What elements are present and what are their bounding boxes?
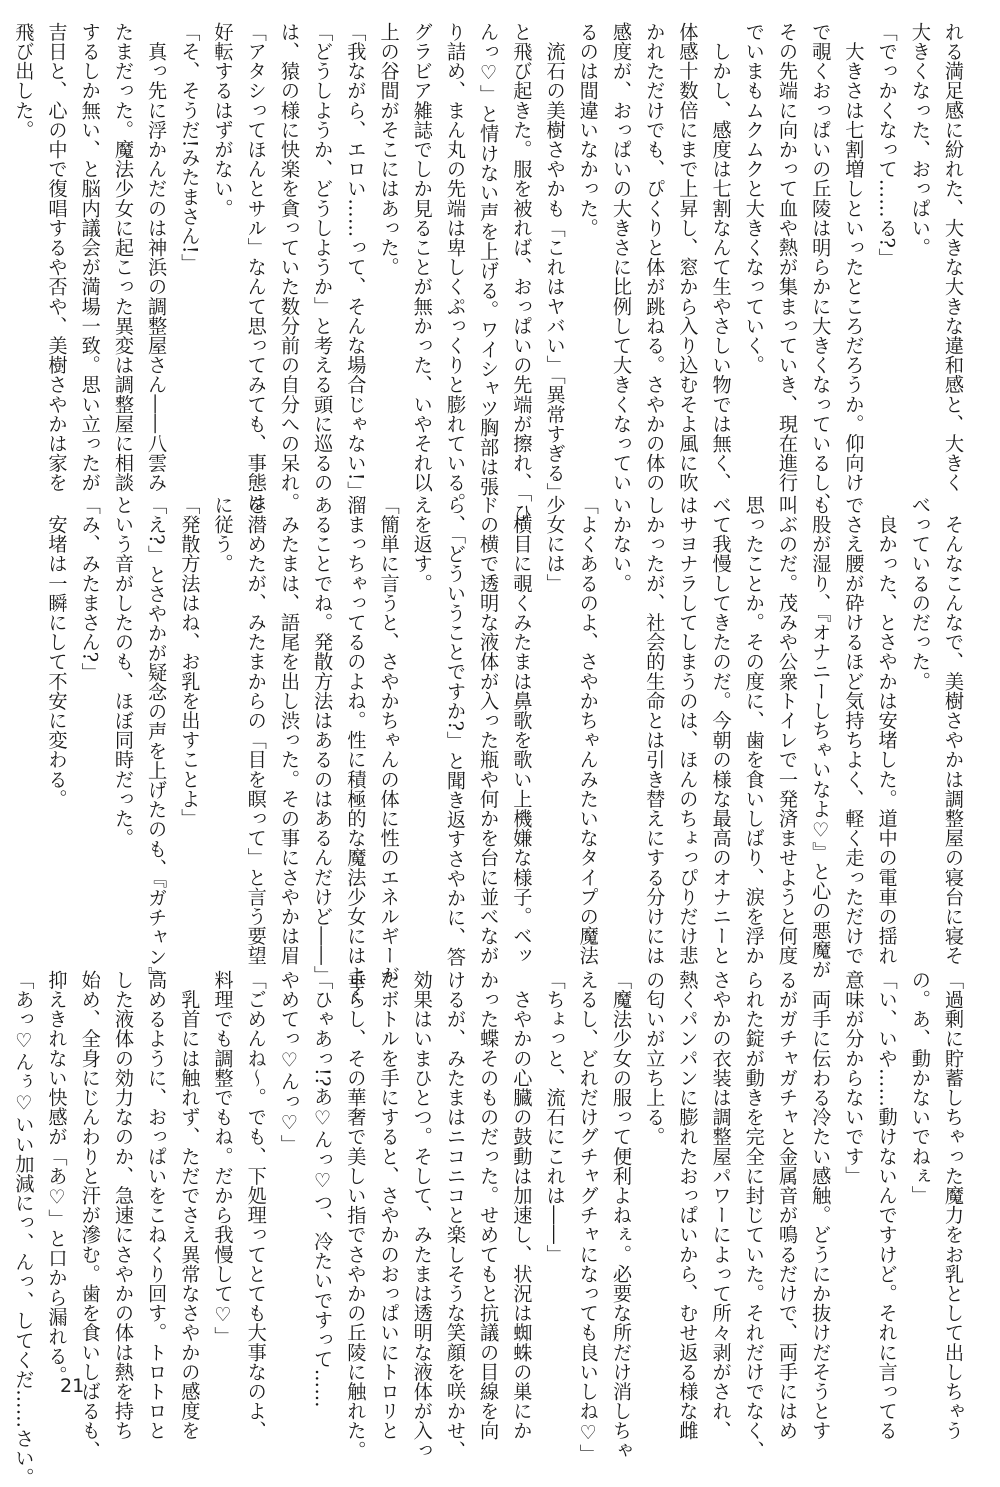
text-line: 熱くパンパンに膨れたおっぱいから、むせ返る様な雌 [676, 970, 700, 1441]
text-line: 「そ、そうだ!みたまさん!」 [178, 22, 202, 274]
text-line: 流石の美樹さやかも「これはヤバい」「異常すぎる」 [543, 22, 567, 503]
text-line: 飛び出した。 [12, 22, 36, 140]
text-line: した液体の効力なのか、急速にさやかの体は熱を持ち [111, 970, 135, 1441]
text-line: けるが、みたまはニコニコと楽しそうな笑顔を咲かせ、 [443, 970, 467, 1460]
text-line: 意味が分からないです」 [842, 970, 866, 1186]
text-line: を潜めたが、みたまからの「目を瞑って」と言う要望 [244, 495, 268, 966]
text-line: 「我ながら、エロい……って、そんな場合じゃない!」 [344, 22, 368, 501]
text-line: 思ったことか。その度に、歯を食いしばり、涙を浮か [742, 495, 766, 966]
text-line: さやかの衣装は調整屋パワーによって所々剥がされ、 [709, 970, 733, 1441]
text-line: 「い、いや……動けないんですけど。それに言ってる [875, 970, 899, 1441]
text-line: 料理でも調整でもね。だから我慢して♡」 [211, 970, 235, 1347]
text-line: と飛び起きた。服を被れば、おっぱいの先端が擦れ、「ひ [510, 22, 534, 522]
text-line: その先端に向かって血や熱が集まっていき、現在進行 [775, 22, 799, 493]
text-line: 「ごめんね～。でも、下処理ってとても大事なのよ、 [244, 970, 268, 1441]
text-line: 抑えきれない快感が「あ♡」と口から漏れる。 [45, 970, 69, 1386]
text-line: えを返す。 [410, 495, 434, 593]
text-line: 吉日と、心の中で復唱するや否や、美樹さやかは家を [45, 22, 69, 493]
text-line: 「どうしようか、どうしようか」と考える頭に巡るの [311, 22, 335, 493]
text-line: たボトルを手にすると、さやかのおっぱいにトロリと [377, 970, 401, 1441]
text-line: るがガチャガチャと金属音が鳴るだけで、両手にはめ [775, 970, 799, 1441]
text-line: かった蝶そのものだった。せめてもと抗議の目線を向 [477, 970, 501, 1441]
text-line: 体感十数倍にまで上昇し、窓から入り込むそよ風に吹 [676, 22, 700, 493]
text-line: 「魔法少女の服って便利よねぇ。必要な所だけ消しちゃ [609, 970, 633, 1460]
text-line: 大きさは七割増しといったところだろうか。仰向け [842, 22, 866, 493]
text-line: るのは間違いなかった。 [576, 22, 600, 238]
text-line: られた錠が動きを完全に封じていた。それだけでなく、 [742, 970, 766, 1460]
text-line: 「み、みたまさん?」 [78, 495, 102, 683]
text-line: 上の谷間がそこにはあった。 [377, 22, 401, 277]
text-line: そんなこんなで、美樹さやかは調整屋の寝台に寝そ [942, 495, 965, 966]
text-line: ドの横で透明な液体が入った瓶や何かを台に並べなが [477, 495, 501, 966]
text-line: えるし、どれだけグチャグチャになっても良いしね♡」 [576, 970, 600, 1464]
text-line: 安堵は一瞬にして不安に変わる。 [45, 495, 69, 809]
text-line: ら、「どういうことですか?」と聞き返すさやかに、答 [443, 495, 467, 967]
text-line: 「あっ♡んぅ♡いい加減にっ、んっ、してくだ……さい。 [12, 970, 36, 1487]
text-line: は、猿の様に快楽を貪っていた数分前の自分への呆れ。 [277, 22, 301, 512]
text-line: で覗くおっぱいの丘陵は明らかに大きくなっているし、 [809, 22, 833, 512]
text-line: でさえ腰が砕けるほど気持ちよく、軽く走っただけで [842, 495, 866, 966]
text-line: しかったが、社会的生命とは引き替えにする分けには [643, 495, 667, 966]
text-line: いかない。 [609, 495, 633, 593]
text-tier-3 [12, 970, 970, 1487]
text-line: 「過剰に貯蓄しちゃった魔力をお乳として出しちゃう [942, 970, 965, 1441]
text-line: かれただけでも、ぴくりと体が跳ねる。さやかの体の [643, 22, 667, 493]
text-line: さやかの心臓の鼓動は加速し、状況は蜘蛛の巣にか [510, 970, 534, 1441]
text-line: 良かった、とさやかは安堵した。道中の電車の揺れ [875, 495, 899, 966]
text-line: という音がしたのも、ほぼ同時だった。 [111, 495, 135, 848]
text-line: の匂いが立ち上る。 [643, 970, 667, 1147]
text-line: 「簡単に言うと、さやかちゃんの体に性のエネルギーが [377, 495, 401, 985]
text-line: 「よくあるのよ、さやかちゃんみたいなタイプの魔法 [576, 495, 600, 966]
text-line: たまだった。魔法少女に起こった異変は調整屋に相談 [111, 22, 135, 493]
text-line: 「発散方法はね、お乳を出すことよ」 [178, 495, 202, 829]
text-line: 始め、全身にじんわりと汗が滲む。歯を食いしばるも、 [78, 970, 102, 1460]
text-line: 両手に伝わる冷たい感触。どうにか抜けだそうとす [809, 970, 833, 1441]
text-line: 大きくなった、おっぱい。 [908, 22, 932, 258]
text-line: れる満足感に紛れた、大きな大きな違和感と、大きく [942, 22, 965, 493]
text-line: べっているのだった。 [908, 495, 932, 691]
page-number: 21 [60, 1375, 85, 1397]
text-line: んっ♡」と情けない声を上げる。ワイシャツ胸部は張 [477, 22, 501, 497]
text-line: 「ちょっと、流石にこれは――」 [543, 970, 567, 1264]
text-line: はサヨナラしてしまうのは、ほんのちょっぴりだけ悲 [676, 495, 700, 966]
text-line: 「アタシってほんとサル」なんて思ってみても、事態は [244, 22, 268, 512]
text-line: も股が湿り、『オナニーしちゃいなよ♡』と心の悪魔が [809, 495, 833, 980]
text-line: でいまもムクムクと大きくなっていく。 [742, 22, 766, 375]
text-line: 高めるように、おっぱいをこねくり回す。トロトロと [145, 970, 169, 1441]
text-line: 真っ先に浮かんだのは神浜の調整屋さん――八雲み [145, 22, 169, 493]
text-line: 少女には」 [543, 495, 567, 593]
text-line: り詰め、まん丸の先端は卑しくぷっくりと膨れている。 [443, 22, 467, 512]
text-line: グラビア雑誌でしか見ることが無かった、いやそれ以 [410, 22, 434, 493]
text-line: あることでね。発散方法はあるのはあるんだけど――」 [311, 495, 335, 985]
text-line: するしか無い、と脳内議会が満場一致。思い立ったが [78, 22, 102, 493]
text-line: 乳首には触れず、ただでさえ異常なさやかの感度を [178, 970, 202, 1441]
text-line: 垂らし、その華奢で美しい指でさやかの丘陵に触れた。 [344, 970, 368, 1460]
text-line: しかし、感度は七割なんて生やさしい物では無く、 [709, 22, 733, 493]
text-line: 効果はいまひとつ。そして、みたまは透明な液体が入っ [410, 970, 434, 1460]
text-tier-2 [45, 495, 970, 1005]
text-line: 感度が、おっぱいの大きさに比例して大きくなってい [609, 22, 633, 493]
text-line: の。あ、動かないでねぇ」 [908, 970, 932, 1206]
text-line: 好転するはずがない。 [211, 22, 235, 218]
text-line: 「え?」とさやかが疑念の声を上げたのも、『ガチャン』 [145, 495, 169, 987]
text-line: 叫ぶのだ。茂みや公衆トイレで一発済ませようと何度 [775, 495, 799, 966]
text-line: に従う。 [211, 495, 235, 574]
text-line: やめてっ♡んっ♡」 [277, 970, 301, 1154]
text-line: べて我慢してきたのだ。今朝の様な最高のオナニーと [709, 495, 733, 966]
text-line: 横目に覗くみたまは鼻歌を歌い上機嫌な様子。ベッ [510, 495, 534, 966]
text-line: 溜まっちゃってるのよね。性に積極的な魔法少女にはよく [344, 495, 368, 1005]
text-line: みたまは、語尾を出し渋った。その事にさやかは眉 [277, 495, 301, 966]
text-tier-1 [12, 22, 970, 522]
text-line: 「ひゃあっ!?あ♡んっ♡つ、冷たいですって…… [311, 970, 335, 1408]
text-line: 「でっかくなって……る?」 [875, 22, 899, 268]
